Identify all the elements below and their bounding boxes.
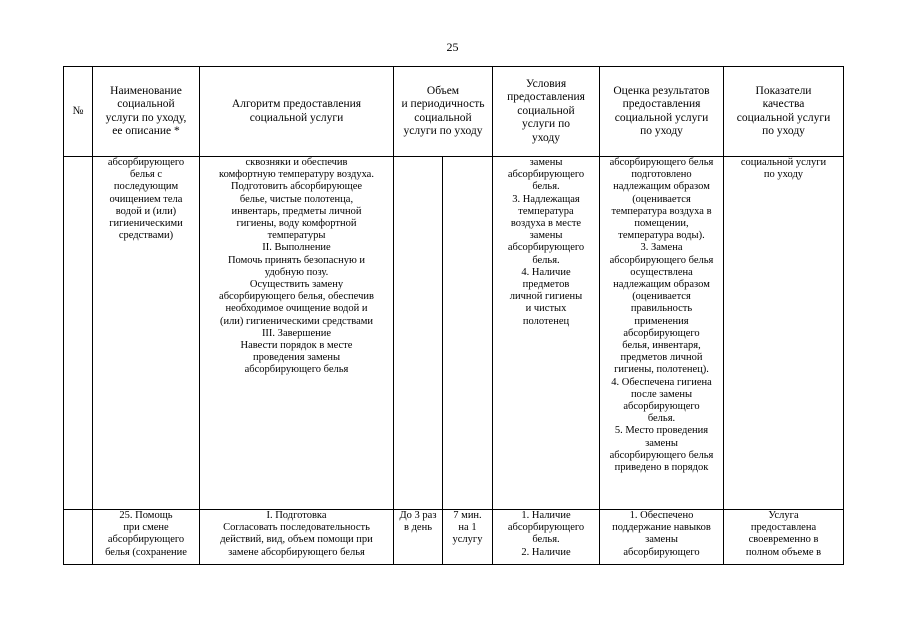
cell-text-line: Объем bbox=[426, 84, 460, 97]
cell-name bbox=[93, 510, 200, 565]
cell-text-line: белья, инвентаря, bbox=[622, 340, 701, 352]
cell-text-line: действий, вид, объем помощи при bbox=[220, 534, 373, 546]
cell-text-line: надлежащим образом bbox=[613, 181, 710, 193]
header-num: № bbox=[64, 67, 93, 157]
cell-frequency bbox=[394, 157, 443, 510]
cell-text-line: предоставления bbox=[507, 91, 585, 104]
cell-text-line: 4. Обеспечена гигиена bbox=[611, 376, 712, 388]
cell-text-line: абсорбирующего белья bbox=[609, 254, 714, 266]
cell-text-line: водой и (или) bbox=[115, 205, 177, 217]
cell-text-line: Подготовить абсорбирующее bbox=[230, 181, 363, 193]
cell-text-line: температура bbox=[518, 205, 574, 217]
cell-name bbox=[93, 157, 200, 510]
cell-duration bbox=[443, 157, 493, 510]
cell-text-line: 4. Наличие bbox=[521, 266, 571, 278]
header-algorithm bbox=[200, 67, 394, 157]
cell-text-line: последующим bbox=[113, 181, 179, 193]
table-row bbox=[64, 510, 844, 565]
header-evaluation bbox=[600, 67, 724, 157]
cell-text-line: ее описание * bbox=[112, 125, 180, 137]
cell-text-line: гигиеническими bbox=[109, 218, 183, 230]
cell-text-line: абсорбирующего белья bbox=[609, 157, 714, 168]
page-number: 25 bbox=[446, 40, 459, 54]
cell-algorithm bbox=[200, 510, 394, 565]
cell-text-line: белья. bbox=[532, 254, 560, 266]
cell-text-line: помещении, bbox=[634, 218, 689, 230]
cell-text-line: Навести порядок в месте bbox=[240, 340, 353, 352]
cell-num bbox=[64, 510, 93, 565]
cell-text-line: абсорбирующего bbox=[507, 242, 585, 254]
cell-text-line: Показатели bbox=[755, 84, 812, 97]
cell-indicators bbox=[724, 510, 844, 565]
cell-text-line: I. Подготовка bbox=[266, 510, 327, 521]
cell-text-line: 3. Надлежащая bbox=[512, 193, 580, 205]
cell-text-line: проведения замены bbox=[252, 352, 341, 364]
cell-text-line: полотенец bbox=[522, 315, 570, 327]
cell-text-line: своевременно в bbox=[748, 534, 819, 546]
cell-text-line: замены bbox=[645, 534, 678, 546]
header-indicators bbox=[724, 67, 844, 157]
cell-text-line: сквозняки и обеспечив bbox=[245, 157, 348, 168]
cell-text-line: услуги по уходу, bbox=[105, 111, 187, 124]
cell-text-line: предоставлена bbox=[750, 522, 817, 534]
cell-text-line: (оценивается bbox=[632, 291, 691, 303]
cell-text-line: необходимое очищение водой и bbox=[225, 303, 368, 315]
cell-text-line: абсорбирующего bbox=[507, 169, 585, 181]
cell-text-line: социальной услуги bbox=[614, 111, 709, 124]
cell-text-line: социальной bbox=[117, 98, 175, 110]
cell-text-line: 25. Помощь bbox=[119, 510, 173, 521]
cell-indicators bbox=[724, 157, 844, 510]
cell-conditions bbox=[493, 157, 600, 510]
cell-text-line: и чистых bbox=[525, 303, 567, 315]
cell-text-line: абсорбирующего bbox=[507, 522, 585, 534]
cell-text-line: абсорбирующего bbox=[623, 327, 700, 339]
cell-text-line: по уходу bbox=[762, 125, 805, 137]
cell-duration bbox=[443, 510, 493, 565]
cell-text-line: полном объеме в bbox=[745, 546, 822, 558]
cell-text-line: Алгоритм предоставления bbox=[231, 98, 362, 110]
cell-text-line: абсорбирующего bbox=[107, 157, 185, 168]
cell-text-line: услуги по уходу bbox=[403, 125, 483, 137]
cell-text-line: (оценивается bbox=[632, 193, 691, 205]
cell-text-line: абсорбирующего белья, обеспечив bbox=[219, 291, 374, 303]
cell-text-line: абсорбирующего bbox=[623, 546, 700, 558]
cell-text-line: Условия bbox=[525, 77, 567, 90]
cell-text-line: температура воды). bbox=[618, 230, 705, 242]
cell-text-line: абсорбирующего bbox=[623, 401, 700, 413]
cell-text-line: по уходу bbox=[640, 125, 683, 137]
cell-text-line: 1. Наличие bbox=[521, 510, 571, 521]
cell-text-line: личной гигиены bbox=[509, 291, 583, 303]
cell-algorithm bbox=[200, 157, 394, 510]
cell-text-line: абсорбирующего bbox=[107, 534, 185, 546]
cell-text-line: 5. Место проведения bbox=[614, 425, 709, 437]
cell-text-line: социальной услуги bbox=[249, 111, 344, 124]
cell-text-line: подготовлено bbox=[631, 169, 692, 181]
cell-text-line: социальной услуги bbox=[740, 157, 827, 168]
cell-text-line: температура воздуха в bbox=[611, 205, 712, 217]
cell-evaluation bbox=[600, 510, 724, 565]
cell-num bbox=[64, 157, 93, 510]
cell-text-line: предметов личной bbox=[620, 352, 703, 364]
cell-text-line: правильность bbox=[630, 303, 693, 315]
cell-text-line: III. Завершение bbox=[261, 327, 332, 339]
cell-evaluation bbox=[600, 157, 724, 510]
cell-text-line: удобную позу. bbox=[264, 266, 329, 278]
services-table bbox=[63, 66, 844, 565]
cell-text-line: социальной bbox=[517, 104, 575, 117]
cell-text-line: температуры bbox=[267, 230, 326, 242]
cell-text-line: белья (сохранение bbox=[105, 546, 187, 558]
cell-text-line: приведено в порядок bbox=[614, 462, 709, 474]
cell-text-line: в день bbox=[404, 522, 432, 534]
cell-text-line: услугу bbox=[452, 534, 483, 546]
cell-text-line: (или) гигиеническими средствами bbox=[219, 315, 374, 327]
cell-text-line: социальной услуги bbox=[736, 111, 831, 124]
header-name bbox=[93, 67, 200, 157]
cell-text-line: гигиены, полотенец). bbox=[614, 364, 709, 376]
cell-text-line: гигиены, воду комфортной bbox=[236, 218, 357, 230]
header-volume bbox=[394, 67, 493, 157]
cell-text-line: Наименование bbox=[110, 84, 182, 97]
cell-text-line: и периодичность bbox=[401, 98, 485, 110]
cell-text-line: на 1 bbox=[458, 522, 477, 534]
cell-text-line: услуги по bbox=[522, 118, 570, 131]
cell-text-line: Услуга bbox=[768, 510, 799, 521]
header-conditions bbox=[493, 67, 600, 157]
cell-text-line: комфортную температуру воздуха. bbox=[219, 169, 374, 181]
cell-text-line: качества bbox=[762, 98, 805, 110]
cell-text-line: применения bbox=[634, 315, 689, 327]
cell-text-line: Согласовать последовательность bbox=[223, 522, 370, 534]
cell-text-line: уходу bbox=[531, 131, 561, 144]
cell-text-line: Помочь принять безопасную и bbox=[227, 254, 366, 266]
cell-text-line: абсорбирующего белья bbox=[244, 364, 349, 376]
cell-text-line: предметов bbox=[522, 279, 570, 291]
cell-text-line: по уходу bbox=[763, 169, 804, 181]
cell-text-line: воздуха в месте bbox=[510, 218, 582, 230]
cell-text-line: средствами) bbox=[118, 230, 174, 242]
cell-text-line: замене абсорбирующего белья bbox=[228, 546, 365, 558]
cell-text-line: белья. bbox=[532, 181, 560, 193]
cell-text-line: замены bbox=[645, 437, 678, 449]
cell-text-line: поддержание навыков bbox=[612, 522, 711, 534]
cell-frequency bbox=[394, 510, 443, 565]
cell-text-line: предоставления bbox=[622, 98, 701, 110]
header-row bbox=[64, 67, 844, 157]
cell-text-line: после замены bbox=[630, 388, 693, 400]
cell-text-line: очищением тела bbox=[109, 193, 183, 205]
cell-text-line: надлежащим образом bbox=[613, 279, 710, 291]
cell-conditions bbox=[493, 510, 600, 565]
cell-text-line: 2. Наличие bbox=[521, 546, 571, 558]
cell-text-line: замены bbox=[529, 157, 563, 168]
cell-text-line: белье, чистые полотенца, bbox=[239, 193, 354, 205]
cell-text-line: белья. bbox=[647, 413, 676, 425]
cell-text-line: осуществлена bbox=[630, 266, 693, 278]
cell-text-line: До 3 раз bbox=[399, 510, 437, 521]
cell-text-line: 3. Замена bbox=[640, 242, 683, 254]
table-row bbox=[64, 157, 844, 510]
cell-text-line: инвентарь, предметы личной bbox=[231, 205, 362, 217]
cell-text-line: Оценка результатов bbox=[613, 84, 710, 97]
cell-text-line: 7 мин. bbox=[453, 510, 482, 521]
cell-text-line: Осуществить замену bbox=[249, 279, 344, 291]
cell-text-line: при смене bbox=[123, 522, 169, 534]
cell-text-line: социальной bbox=[414, 111, 472, 124]
cell-text-line: замены bbox=[529, 230, 563, 242]
cell-text-line: белья с bbox=[129, 169, 162, 181]
cell-text-line: абсорбирующего белья bbox=[609, 449, 714, 461]
cell-text-line: II. Выполнение bbox=[262, 242, 331, 254]
cell-text-line: 1. Обеспечено bbox=[629, 510, 694, 521]
cell-text-line: белья. bbox=[532, 534, 560, 546]
